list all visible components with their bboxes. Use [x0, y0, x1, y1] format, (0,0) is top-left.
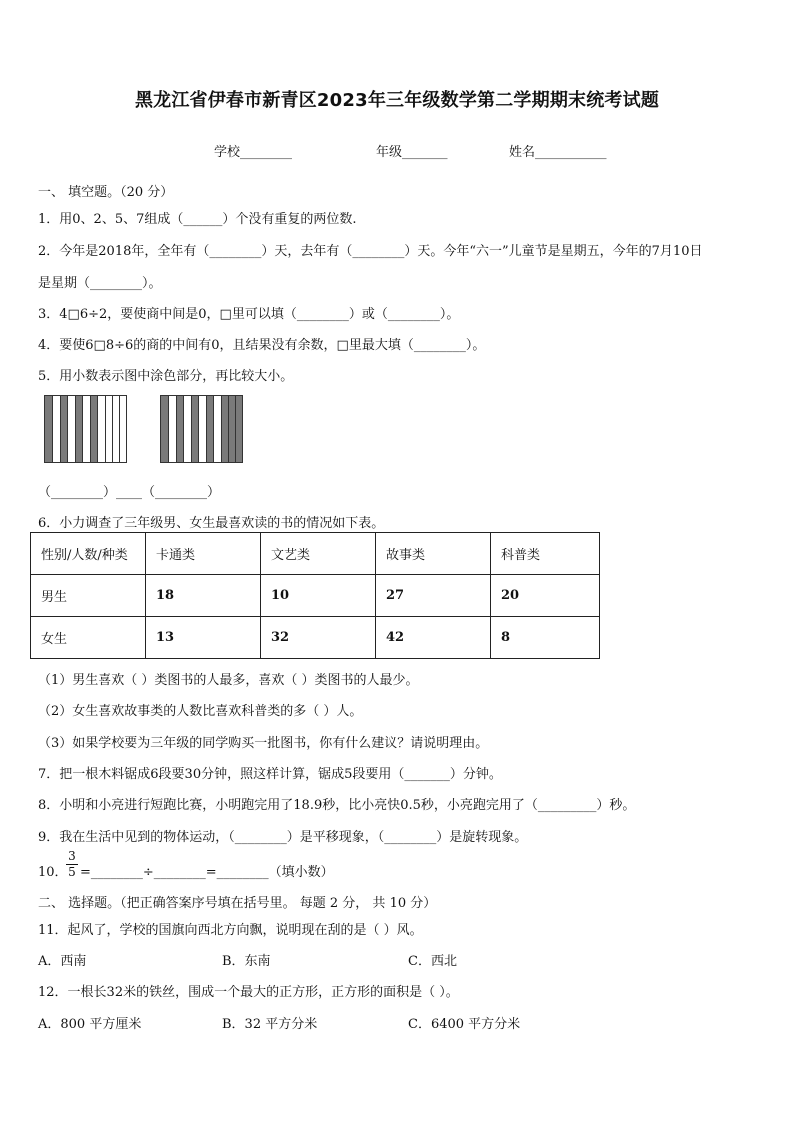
- grade-field: 年级_______: [376, 145, 448, 160]
- question-7: 7．把一根木料锯成6段要30分钟，照这样计算，锯成5段要用（_______）分钟。: [38, 767, 502, 782]
- question-12-option-c: C．6400 平方分米: [408, 1017, 521, 1032]
- name-field: 姓名___________: [509, 145, 607, 160]
- question-5-answer: （________）____（________）: [38, 485, 221, 500]
- question-8: 8．小明和小亮进行短跑比赛，小明跑完用了18.9秒，比小亮快0.5秒，小亮跑完用了（_________）秒。: [38, 798, 636, 813]
- section-2-heading: 二、 选择题。（把正确答案序号填在括号里。 每题 2 分， 共 10 分）: [38, 896, 437, 911]
- table-cell: 10: [261, 575, 376, 617]
- table-header-cell: 性别/人数/种类: [31, 533, 146, 575]
- question-6-part-1: （1）男生喜欢（ ）类图书的人最多，喜欢（ ）类图书的人最少。: [38, 673, 419, 688]
- table-cell: 8: [491, 617, 600, 659]
- school-field: 学校________: [214, 145, 293, 160]
- table-row: [31, 617, 600, 659]
- question-12-option-b: B．32 平方分米: [222, 1017, 318, 1032]
- table-header-cell: 文艺类: [261, 533, 376, 575]
- figure-shaded-bars-2: [160, 395, 244, 463]
- table-cell: 男生: [31, 575, 146, 617]
- table-header-cell: 故事类: [376, 533, 491, 575]
- table-cell: 32: [261, 617, 376, 659]
- question-11-option-a: A．西南: [38, 954, 87, 969]
- table-cell: 女生: [31, 617, 146, 659]
- table-header-cell: 卡通类: [146, 533, 261, 575]
- table-cell: 13: [146, 617, 261, 659]
- question-11-option-c: C．西北: [408, 954, 457, 969]
- question-11-option-b: B．东南: [222, 954, 271, 969]
- question-6: 6．小力调查了三年级男、女生最喜欢读的书的情况如下表。: [38, 516, 385, 531]
- table-header-cell: 科普类: [491, 533, 600, 575]
- question-12: 12．一根长32米的铁丝，围成一个最大的正方形，正方形的面积是（ ）。: [38, 985, 459, 1000]
- question-9: 9．我在生活中见到的物体运动，（________）是平移现象，（________）是旋转现象。: [38, 830, 528, 845]
- reading-preference-table: [30, 532, 600, 659]
- figure-shaded-bars-1: [44, 395, 128, 463]
- table-cell: 18: [146, 575, 261, 617]
- table-cell: 27: [376, 575, 491, 617]
- question-4: 4．要使6□8÷6的商的中间有0，且结果没有余数，□里最大填（________）。: [38, 338, 486, 353]
- question-3: 3．4□6÷2，要使商中间是0，□里可以填（________）或（________）。: [38, 307, 460, 322]
- fraction-denominator: 5: [68, 865, 76, 879]
- question-2-line-1: 2．今年是2018年，全年有（________）天，去年有（________）天。今年“六一”儿童节是星期五，今年的7月10日: [38, 244, 703, 259]
- question-2-line-2: 是星期（________）。: [38, 276, 162, 291]
- question-10-fraction: [66, 850, 78, 879]
- page-title: 黑龙江省伊春市新青区2023年三年级数学第二学期期末统考试题: [134, 90, 660, 111]
- question-10-expression: =________÷________=________（填小数）: [80, 865, 334, 880]
- question-6-part-3: （3）如果学校要为三年级的同学购买一批图书，你有什么建议？请说明理由。: [38, 736, 489, 751]
- question-11: 11．起风了，学校的国旗向西北方向飘，说明现在刮的是（ ）风。: [38, 923, 423, 938]
- table-row: [31, 575, 600, 617]
- question-10-number: 10．: [38, 865, 68, 880]
- table-header-row: [31, 533, 600, 575]
- question-1: 1．用0、2、5、7组成（______）个没有重复的两位数.: [38, 212, 357, 227]
- fraction-numerator: 3: [68, 849, 76, 863]
- question-6-part-2: （2）女生喜欢故事类的人数比喜欢科普类的多（ ）人。: [38, 704, 363, 719]
- question-12-option-a: A．800 平方厘米: [38, 1017, 142, 1032]
- question-5: 5．用小数表示图中涂色部分，再比较大小。: [38, 369, 294, 384]
- table-cell: 20: [491, 575, 600, 617]
- table-cell: 42: [376, 617, 491, 659]
- section-1-heading: 一、 填空题。（20 分）: [38, 185, 174, 200]
